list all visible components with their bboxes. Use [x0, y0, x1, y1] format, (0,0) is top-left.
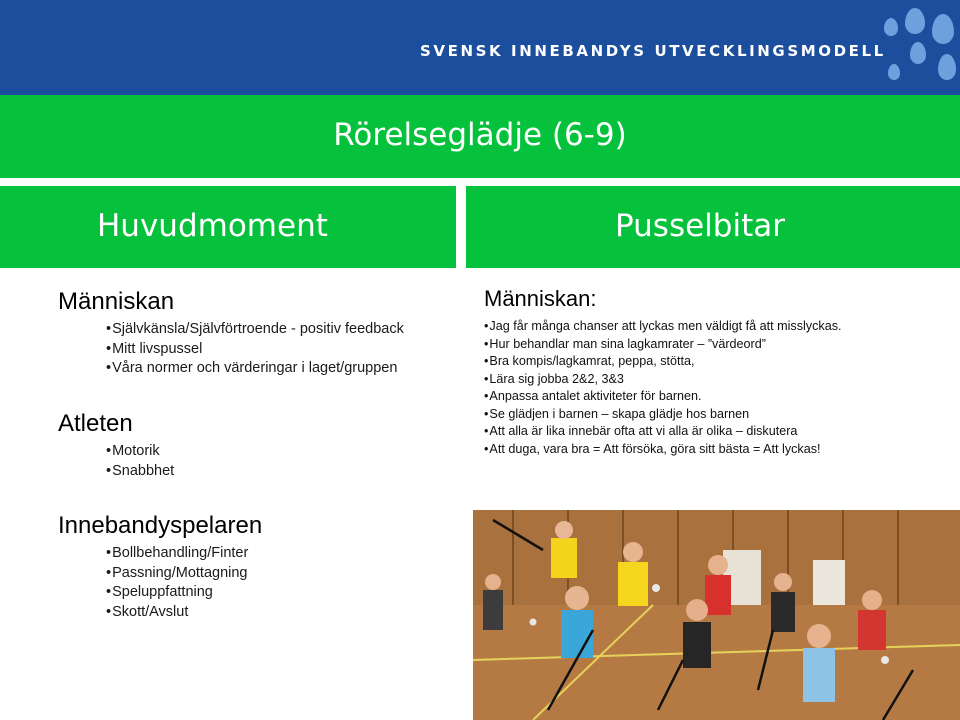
bullet-list — [106, 442, 174, 481]
list-item: • Jag får många chanser att lyckas men väldigt få att misslyckas. — [484, 318, 954, 336]
column-header-right — [466, 186, 960, 268]
list-item: • Motorik — [106, 442, 174, 462]
pieces-heading: Människan: — [484, 286, 597, 311]
list-item: • Speluppfattning — [106, 583, 262, 603]
slide-title-text: Rörelseglädje (6-9) — [333, 117, 627, 153]
column-header-left — [0, 186, 456, 268]
list-item: • Att alla är lika innebär ofta att vi alla är olika – diskutera — [484, 423, 954, 441]
column-heading-main: Huvudmoment — [97, 208, 328, 244]
slide-title — [0, 117, 960, 153]
header-band — [0, 0, 960, 95]
section-innebandyspelaren — [58, 512, 262, 622]
list-item: • Skott/Avslut — [106, 603, 262, 623]
list-item: • Passning/Mottagning — [106, 564, 262, 584]
list-item: • Mitt livspussel — [106, 340, 404, 360]
list-item: • Lära sig jobba 2&2, 3&3 — [484, 371, 954, 389]
list-item: • Bra kompis/lagkamrat, peppa, stötta, — [484, 353, 954, 371]
floorball-photo — [473, 510, 960, 720]
section-heading: Människan — [58, 288, 175, 315]
logo-drop-shape — [932, 14, 954, 44]
door — [813, 560, 845, 610]
section-heading: Atleten — [58, 410, 133, 437]
list-item: • Bollbehandling/Finter — [106, 544, 262, 564]
logo-drop-shape — [884, 18, 898, 36]
list-item: • Självkänsla/Självförtroende - positiv feedback — [106, 320, 404, 340]
title-bar — [0, 95, 960, 178]
list-item: • Snabbhet — [106, 462, 174, 482]
column-heading-pieces: Pusselbitar — [615, 208, 785, 244]
logo-drop-shape — [905, 8, 925, 34]
section-manniskan — [58, 288, 404, 379]
list-item: • Se glädjen i barnen – skapa glädje hos barnen — [484, 406, 954, 424]
logo-drop-shape — [910, 42, 926, 64]
pieces-panel — [484, 286, 954, 458]
section-atleten — [58, 410, 174, 481]
list-item: • Anpassa antalet aktiviteter för barnen. — [484, 388, 954, 406]
photo-illustration — [473, 510, 960, 720]
logo-drop-shape — [888, 64, 900, 80]
list-item: • Att duga, vara bra = Att försöka, göra sitt bästa = Att lyckas! — [484, 441, 954, 459]
bullet-list — [106, 320, 404, 379]
bullet-list — [484, 318, 954, 458]
list-item: • Våra normer och värderingar i laget/gruppen — [106, 359, 404, 379]
list-item: • Hur behandlar man sina lagkamrater – ”värdeord” — [484, 336, 954, 354]
section-heading: Innebandyspelaren — [58, 512, 263, 539]
bullet-list — [106, 544, 262, 622]
brand-title: SVENSK INNEBANDYS UTVECKLINGSMODELL — [420, 42, 886, 60]
logo-drop-shape — [938, 54, 956, 80]
